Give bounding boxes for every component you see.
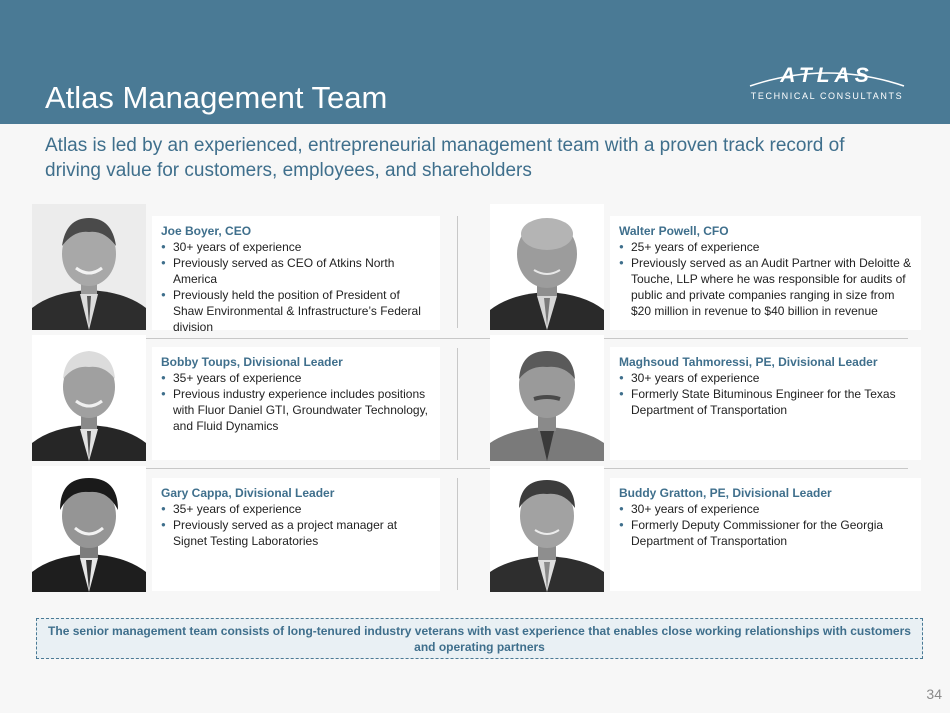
bullet-item: ● 25+ years of experience [619,239,913,255]
member-bullets [619,239,913,319]
page-subtitle: Atlas is led by an experienced, entrepreneurial management team with a proven track record of driving value for customers, employees, and shareholders [45,135,845,181]
row-divider [32,338,908,339]
logo-tagline: TECHNICAL CONSULTANTS [750,91,904,101]
headshot-photo [490,204,604,330]
page-number: 34 [926,686,942,702]
company-logo [742,64,912,104]
member-bullets [161,370,432,434]
member-name: Walter Powell, CFO [619,224,729,238]
team-member-card [152,478,440,591]
member-name: Gary Cappa, Divisional Leader [161,486,335,500]
bullet-item: ● Previously served as a project manager at Signet Testing Laboratories [161,517,432,549]
bullet-item: ● Previously served as CEO of Atkins North America [161,255,432,287]
headshot-photo [32,204,146,330]
headshot-photo [32,466,146,592]
team-member-card [610,216,921,330]
column-divider [457,478,458,590]
member-bullets [619,370,913,418]
row-divider [32,468,908,469]
team-member-card [610,478,921,591]
bullet-item: ● 30+ years of experience [619,370,913,386]
summary-callout: The senior management team consists of long-tenured industry veterans with vast experience that enables close working relationships with customers and operating partners [36,618,923,659]
member-bullets [161,501,432,549]
team-member-card [152,216,440,334]
team-member-card [610,347,921,460]
team-member-card [152,347,440,460]
headshot-photo [490,335,604,461]
member-name: Joe Boyer, CEO [161,224,252,238]
member-bullets [619,501,913,549]
member-bullets [161,239,432,335]
bullet-item: ● Previous industry experience includes positions with Fluor Daniel GTI, Groundwater Technology, and Fluid Dynamics [161,386,432,434]
bullet-item: ● 35+ years of experience [161,370,432,386]
bullet-item: ● Previously served as an Audit Partner with Deloitte & Touche, LLP where he was responsible for audits of public and private companies ranging in size from $20 million in revenue to $40 billion in revenue [619,255,913,319]
member-name: Buddy Gratton, PE, Divisional Leader [619,486,832,500]
member-name: Maghsoud Tahmoressi, PE, Divisional Leader [619,355,878,369]
bullet-item: ● 35+ years of experience [161,501,432,517]
column-divider [457,216,458,328]
page-title: Atlas Management Team [45,80,388,115]
bullet-item: ● Previously held the position of President of Shaw Environmental & Infrastructure’s Federal division [161,287,432,335]
headshot-photo [32,335,146,461]
logo-wordmark: ATLAS [780,64,874,87]
bullet-item: ● 30+ years of experience [161,239,432,255]
column-divider [457,348,458,460]
headshot-photo [490,466,604,592]
bullet-item: ● Formerly State Bituminous Engineer for the Texas Department of Transportation [619,386,913,418]
member-name: Bobby Toups, Divisional Leader [161,355,343,369]
bullet-item: ● 30+ years of experience [619,501,913,517]
bullet-item: ● Formerly Deputy Commissioner for the Georgia Department of Transportation [619,517,913,549]
